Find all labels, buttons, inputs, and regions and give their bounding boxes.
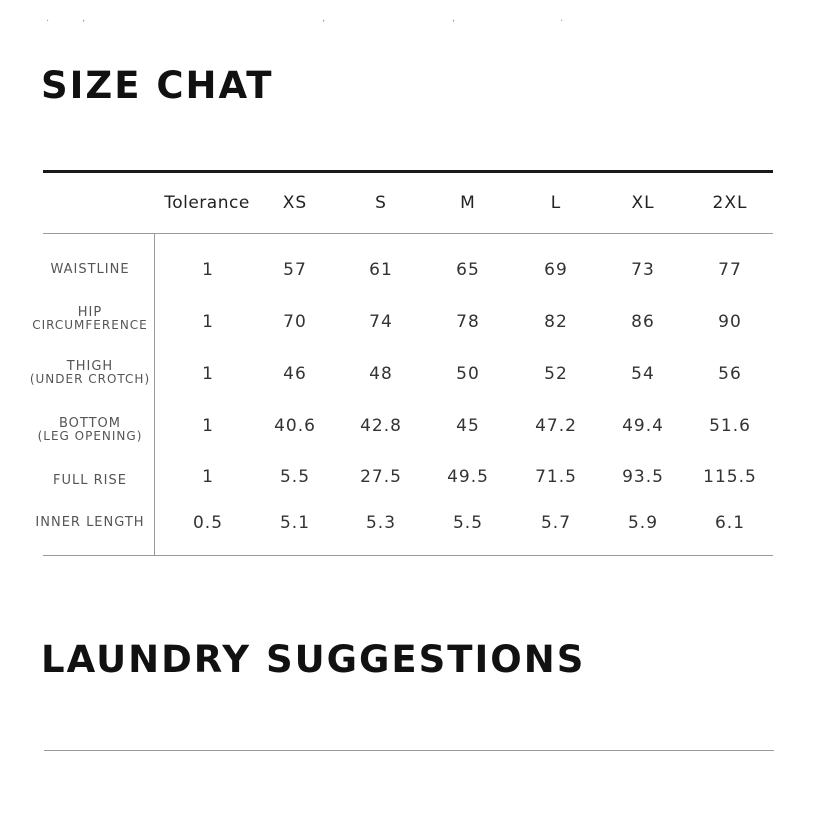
row-label-line: (UNDER CROTCH) <box>29 372 151 386</box>
table-cell: 86 <box>631 312 655 332</box>
table-cell: 49.5 <box>447 467 489 487</box>
table-cell: 90 <box>718 312 742 332</box>
table-cell: 27.5 <box>360 467 402 487</box>
table-cell: 51.6 <box>709 416 751 436</box>
table-cell: 47.2 <box>535 416 577 436</box>
row-label-line: (LEG OPENING) <box>37 429 143 443</box>
size-chart-heading: SIZE CHAT <box>41 64 274 107</box>
table-cell: 5.3 <box>365 513 397 533</box>
table-cell: 65 <box>456 260 480 280</box>
column-header-l: L <box>550 193 562 213</box>
table-top-rule <box>43 170 773 173</box>
table-cell: 54 <box>631 364 655 384</box>
table-cell: 61 <box>369 260 393 280</box>
row-label-thigh <box>26 361 154 385</box>
table-cell: 73 <box>631 260 655 280</box>
row-label-hip-circumference <box>26 307 154 331</box>
table-cell: 115.5 <box>703 467 757 487</box>
table-cell: 69 <box>544 260 568 280</box>
row-label-waistline <box>26 264 154 276</box>
table-cell: 78 <box>456 312 480 332</box>
row-label-line: INNER LENGTH <box>35 515 145 530</box>
row-label-line: FULL RISE <box>53 473 127 488</box>
row-label-inner-length <box>26 517 154 529</box>
table-cell: 5.7 <box>540 513 572 533</box>
row-label-full-rise <box>26 475 154 487</box>
table-cell: 56 <box>718 364 742 384</box>
row-label-line: THIGH <box>66 359 114 374</box>
table-cell: 0.5 <box>192 513 224 533</box>
laundry-divider <box>44 750 774 751</box>
table-cell: 5.5 <box>452 513 484 533</box>
row-label-line: WAISTLINE <box>50 262 130 277</box>
table-cell: 52 <box>544 364 568 384</box>
cropped-text-fragment: . , , , . <box>46 18 564 24</box>
table-cell: 77 <box>718 260 742 280</box>
table-cell: 1 <box>202 467 214 487</box>
table-cell: 5.5 <box>279 467 311 487</box>
column-header-m: M <box>460 193 476 213</box>
table-cell: 46 <box>283 364 307 384</box>
column-header-xl: XL <box>631 193 655 213</box>
table-cell: 71.5 <box>535 467 577 487</box>
column-header-xs: XS <box>282 193 308 213</box>
row-label-line: CIRCUMFERENCE <box>32 318 148 332</box>
table-bottom-rule <box>43 555 773 556</box>
row-label-bottom <box>26 418 154 442</box>
row-label-line: HIP <box>77 305 103 320</box>
label-column-divider <box>154 234 155 555</box>
column-header-tolerance: Tolerance <box>164 193 250 213</box>
table-cell: 74 <box>369 312 393 332</box>
table-cell: 45 <box>456 416 480 436</box>
table-cell: 5.9 <box>627 513 659 533</box>
table-cell: 5.1 <box>279 513 311 533</box>
table-cell: 1 <box>202 312 214 332</box>
header-divider <box>43 233 773 234</box>
table-cell: 48 <box>369 364 393 384</box>
laundry-heading: LAUNDRY SUGGESTIONS <box>41 638 586 681</box>
table-cell: 93.5 <box>622 467 664 487</box>
table-cell: 1 <box>202 260 214 280</box>
column-header-2xl: 2XL <box>712 193 748 213</box>
column-header-s: S <box>375 193 387 213</box>
table-cell: 1 <box>202 364 214 384</box>
table-cell: 70 <box>283 312 307 332</box>
table-cell: 1 <box>202 416 214 436</box>
table-cell: 50 <box>456 364 480 384</box>
row-label-line: BOTTOM <box>58 416 122 431</box>
table-cell: 42.8 <box>360 416 402 436</box>
table-cell: 82 <box>544 312 568 332</box>
table-cell: 40.6 <box>274 416 316 436</box>
table-cell: 57 <box>283 260 307 280</box>
table-cell: 49.4 <box>622 416 664 436</box>
table-cell: 6.1 <box>714 513 746 533</box>
